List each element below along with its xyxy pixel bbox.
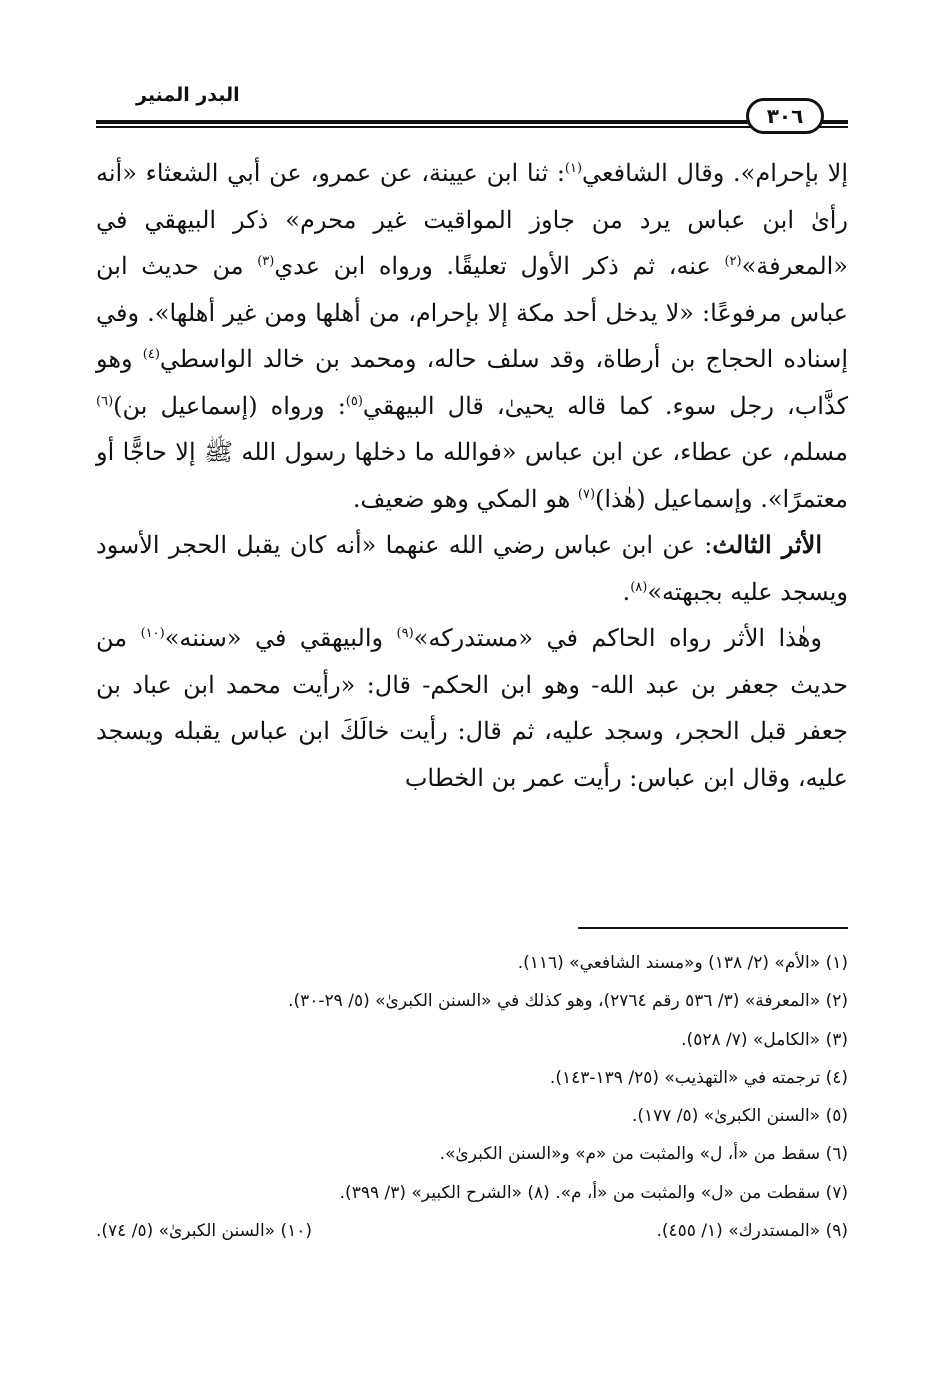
footnote-5: (٥) «السنن الكبرىٰ» (٥/ ١٧٧). — [631, 1106, 848, 1127]
footnote-row-9-10 — [96, 1212, 848, 1250]
footnote-10: (١٠) «السنن الكبرىٰ» (٥/ ٧٤). — [96, 1221, 313, 1242]
footnote-ref-9: (٩) — [396, 626, 414, 641]
footnote-3: (٣) «الكامل» (٧/ ٥٢٨). — [681, 1029, 848, 1050]
footnotes — [96, 944, 848, 1250]
text-run: والبيهقي في «سننه» — [164, 624, 397, 652]
text-run: : ثنا ابن عيينة، عن عمرو، عن أبي الشعثاء «أنه رأىٰ ابن عباس يرد من جاوز المواقيت غير محرم» ذكر البيهقي في «المعرفة» — [96, 159, 849, 280]
text-run: : ورواه (إسماعيل بن) — [113, 391, 346, 420]
footnote-ref-8: (٨) — [630, 579, 648, 595]
footnote-ref-4: (٤) — [142, 347, 160, 362]
footnote-2: (٢) «المعرفة» (٣/ ٥٣٦ رقم ٢٧٦٤)، وهو كذلك في «السنن الكبرىٰ» (٥/ ٢٩-٣٠). — [288, 991, 848, 1012]
footnote-ref-2: (٢) — [724, 254, 742, 269]
footnote-ref-3: (٣) — [257, 254, 275, 269]
page-header — [96, 84, 848, 134]
paragraph-1 — [96, 150, 848, 522]
running-title: البدر المنير — [136, 84, 240, 106]
text-run: وهو كذَّاب، رجل سوء. كما قاله يحيىٰ، قال البيهقي — [96, 345, 848, 420]
text-run: من حديث ابن عباس مرفوعًا: «لا يدخل أحد مكة إلا بإحرام، من أهلها ومن غير أهلها». وفي إسناده الحجاج بن أرطاة، وقد سلف حاله، ومحمد بن خالد الواسطي — [96, 252, 848, 373]
footnote-separator — [578, 927, 848, 929]
paragraph-2 — [96, 522, 848, 615]
footnote-ref-10: (١٠) — [140, 626, 165, 641]
footnote-ref-5: (٥) — [345, 393, 363, 409]
text-run: مسلم، عن عطاء، عن ابن عباس «فوالله ما دخلها رسول الله ﷺ إلا حاجًّا أو معتمرًا». وإسماعيل (هٰذا) — [96, 438, 848, 513]
text-run: . — [622, 577, 631, 606]
page-number: ٣٠٦ — [746, 98, 824, 134]
header-rule-thin — [96, 126, 848, 128]
main-text — [96, 150, 848, 801]
footnote-ref-7: (٧) — [577, 486, 596, 502]
footnote-1: (١) «الأم» (٢/ ١٣٨) و«مسند الشافعي» (١١٦). — [517, 953, 848, 973]
paragraph-3 — [96, 615, 848, 801]
footnote-4: (٤) ترجمته في «التهذيب» (٢٥/ ١٣٩-١٤٣). — [549, 1067, 848, 1088]
text-run: هو المكي وهو ضعيف. — [352, 484, 578, 513]
footnote-ref-6: (٦) — [96, 393, 114, 409]
footnote-ref-1: (١) — [564, 161, 583, 176]
footnote-9: (٩) «المستدرك» (١/ ٤٥٥). — [656, 1221, 848, 1242]
text-run: إلا بإحرام». وقال الشافعي — [582, 159, 848, 187]
text-run: عنه، ثم ذكر الأول تعليقًا. ورواه ابن عدي — [274, 252, 725, 280]
section-heading-third-athar: الأثر الثالث — [712, 530, 823, 559]
footnote-6: (٦) سقط من «أ، ل» والمثبت من «م» و«السنن الكبرىٰ». — [439, 1144, 848, 1165]
header-rule-thick — [96, 120, 848, 124]
text-run: : عن ابن عباس رضي الله عنهما «أنه كان يقبل الحجر الأسود ويسجد عليه بجبهته» — [96, 531, 848, 606]
text-run: وهٰذا الأثر رواه الحاكم في «مستدركه» — [413, 624, 823, 652]
text-run: من حديث جعفر بن عبد الله- وهو ابن الحكم- قال: «رأيت محمد ابن عباد بن جعفر قبل الحجر، وسجد عليه، ثم قال: رأيت خالَكَ ابن عباس يقبله ويسجد عليه، وقال ابن عباس: رأيت عمر بن الخطاب — [96, 624, 848, 792]
footnote-7-8: (٧) سقطت من «ل» والمثبت من «أ، م». (٨) «الشرح الكبير» (٣/ ٣٩٩). — [339, 1182, 848, 1203]
